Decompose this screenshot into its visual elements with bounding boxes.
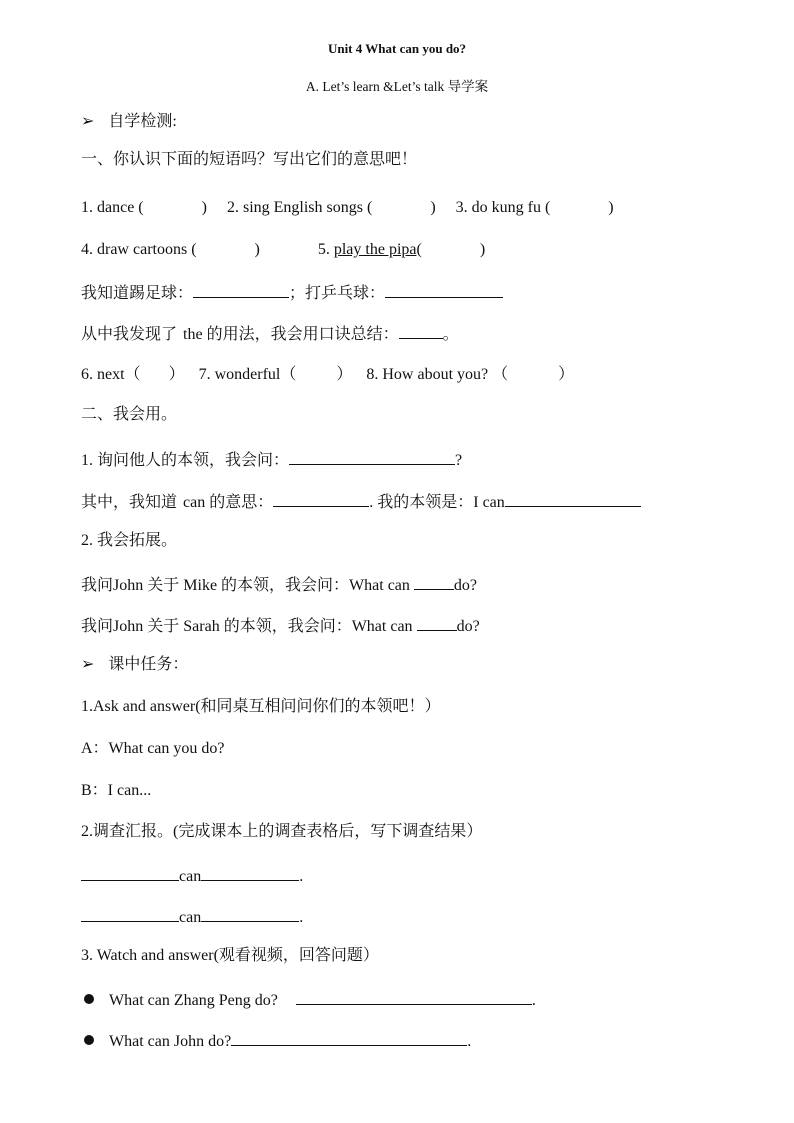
found-text-a: 从中我发现了 [81,326,178,343]
in-class-label: 课中任务： [108,656,189,673]
arrow-bullet-icon: ➢ [81,656,95,673]
q1-label: 1. dance ( [81,199,144,216]
report-can: can [179,868,202,885]
q7-label: 7. wonderful（ [198,366,297,383]
ask-mike: Mike [183,577,218,594]
can-meaning-blank[interactable] [273,490,369,507]
use1-know-a: 其中，我知道 [81,494,178,511]
dialog-a-line: A：What can you do? [81,740,225,757]
report-name-blank[interactable] [81,864,179,881]
use1-know-b: 的意思： [205,494,274,511]
ask-sarah-end: do? [456,618,480,635]
part2-title: 二、我会用。 [81,406,178,423]
paren: ） [168,366,185,383]
self-check-label: 自学检测: [108,113,177,130]
watch-q1-line [81,988,536,1011]
paren: ( [416,241,422,258]
paren: ) [608,199,614,216]
bullet-dot-icon [84,994,94,1004]
pingpong-blank[interactable] [385,281,503,298]
use1-line [81,448,462,471]
paren: ) [254,241,260,258]
know-pingpong-label: ；打乒乓球： [289,285,386,302]
ask-about: 关于 [143,577,184,594]
arrow-bullet-icon: ➢ [81,113,95,130]
dialog-b-line: B：I can... [81,782,152,799]
q4-label: 4. draw cartoons ( [81,241,197,258]
ask-a: 我问 [81,618,114,635]
report-ability-blank[interactable] [201,864,299,881]
phrase-row-3 [81,365,574,385]
mike-blank[interactable] [414,573,454,590]
found-line [81,322,459,345]
paren: ) [201,199,207,216]
watch-q2-line [81,1029,471,1052]
report-name-blank[interactable] [81,905,179,922]
part1-title: 一、你认识下面的短语吗？写出它们的意思吧！ [81,151,418,168]
q2-label: 2. sing English songs ( [226,199,373,216]
page-title: Unit 4 What can you do? [327,41,467,56]
report-line-2 [81,905,303,928]
use1-know-c: . 我的本领是：I can [369,494,505,511]
found-text-c: 。 [442,326,459,343]
report-period: . [299,868,304,885]
paren: ) [479,241,486,258]
q6-label: 6. next（ [81,366,141,383]
ask-john: John [113,577,144,594]
my-ability-blank[interactable] [505,490,641,507]
paren: ） [336,366,353,383]
use1-label: 1. 询问他人的本领，我会问： [81,452,290,469]
ask-mike-end: do? [453,577,478,594]
watch-q2-text: What can John do? [109,1033,232,1050]
ask-a: 我问 [81,577,114,594]
use2-line: 2. 我会拓展。 [81,532,178,549]
paren: ） [558,366,575,383]
football-blank[interactable] [193,281,289,298]
rhyme-blank[interactable] [399,322,443,339]
report-period: . [299,909,304,926]
watch-q1-text: What can Zhang Peng do? [109,992,278,1009]
phrase-row-2 [81,240,485,260]
report-can: can [179,909,202,926]
use1-end: ? [455,452,463,469]
ask-sarah-line [81,614,480,637]
know-football-label: 我知道踢足球： [81,285,194,302]
ask-mike-line [81,573,477,596]
ask-sarah-question: 的本领，我会问：What can [219,618,417,635]
task1-line: 1.Ask and answer(和同桌互相问问你们的本领吧！） [81,698,441,715]
found-the: the [183,326,203,343]
sarah-blank[interactable] [417,614,457,631]
in-class-heading [81,655,188,675]
report-line-1 [81,864,303,887]
task3-line: 3. Watch and answer(观看视频，回答问题） [81,947,379,964]
task2-line: 2.调查汇报。(完成课本上的调查表格后，写下调查结果） [81,823,483,840]
bullet-dot-icon [84,1035,94,1045]
q3-label: 3. do kung fu ( [455,199,551,216]
ask-sarah: Sarah [183,618,220,635]
use1-know-line [81,490,641,513]
q8-label: 8. How about you? （ [366,366,509,383]
page-subtitle: A. Let’s learn &Let’s talk 导学案 [305,79,489,94]
use1-know-can: can [183,494,206,511]
watch-q1-period: . [531,992,536,1009]
zhang-peng-blank[interactable] [296,988,532,1005]
use1-question-blank[interactable] [289,448,455,465]
report-ability-blank[interactable] [201,905,299,922]
ask-mike-question: 的本领，我会问：What can [217,577,414,594]
phrase-row-1 [81,198,614,218]
watch-q2-period: . [467,1033,472,1050]
know-line [81,281,503,304]
john-blank[interactable] [231,1029,467,1046]
paren: ) [430,199,436,216]
self-check-heading [81,112,177,132]
ask-about: 关于 [143,618,184,635]
found-text-b: 的用法，我会用口诀总结： [202,326,399,343]
q5-num: 5. [317,241,334,258]
q5-phrase: play the pipa [333,241,417,258]
ask-john: John [113,618,144,635]
